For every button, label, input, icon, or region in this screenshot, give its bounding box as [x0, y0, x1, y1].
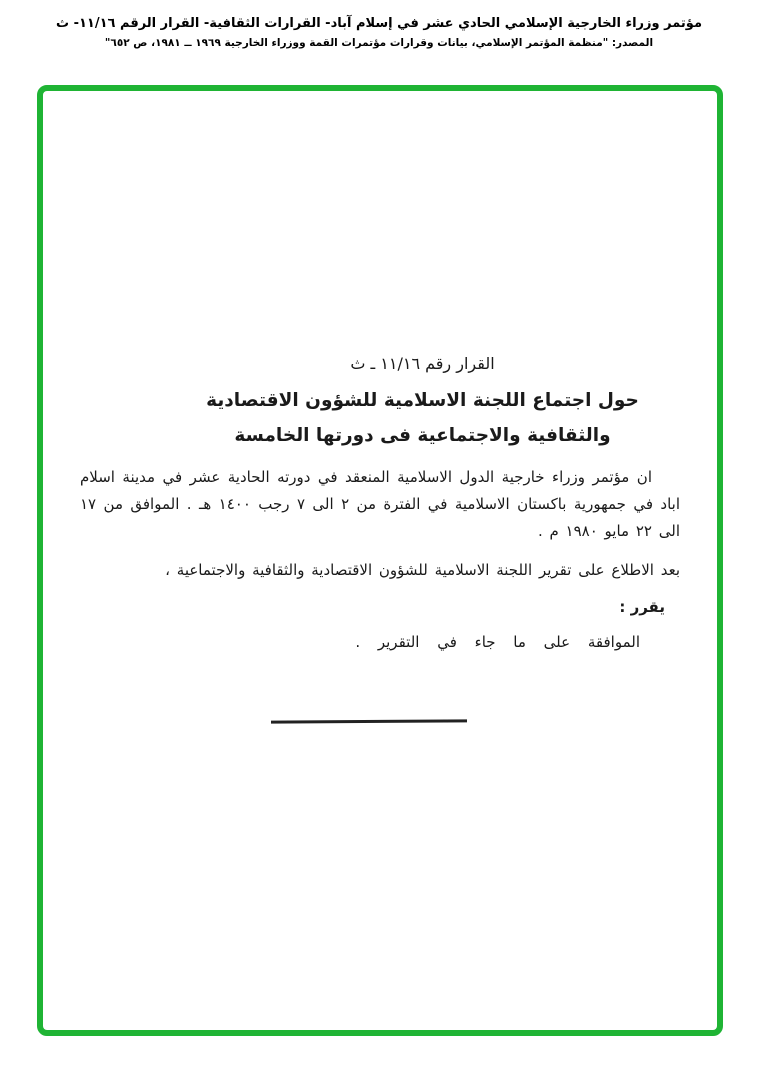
preamble-paragraph: ان مؤتمر وزراء خارجية الدول الاسلامية المنعقد في دورته الحادية عشر في مدينة اسلام اباد في جمهورية باكستان الاسلامية في الفترة من ٢ الى ٧ رجب ١٤٠٠ هـ . الموافق من ١٧ الى ٢٢ مايو ١٩٨٠ م . — [80, 468, 680, 540]
decision-number-line: القرار رقم ١١/١٦ ـ ث — [350, 354, 495, 373]
document-title-line1: حول اجتماع اللجنة الاسلامية للشؤون الاقتصادية — [206, 390, 639, 411]
document-title-line2: والثقافية والاجتماعية فى دورتها الخامسة — [234, 425, 611, 446]
document-heading-block — [80, 353, 680, 450]
page-header — [0, 0, 758, 49]
resolution-text: الموافقة على ما جاء في التقرير . — [355, 633, 640, 651]
document-content — [43, 353, 717, 723]
document-frame — [37, 85, 723, 1036]
end-divider-line — [271, 719, 467, 723]
header-title: مؤتمر وزراء الخارجية الإسلامي الحادي عشر في إسلام آباد- القرارات الثقافية- القرار الرقم ١١/١٦- ث — [55, 16, 703, 31]
decides-label: يقرر : — [619, 598, 665, 616]
header-source-citation: المصدر: "منظمة المؤتمر الإسلامي، بيانات وقرارات مؤتمرات القمة ووزراء الخارجية ١٩٦٩ ــ ١٩٨١، ص ٦٥٢" — [104, 37, 654, 49]
report-review-clause: بعد الاطلاع على تقرير اللجنة الاسلامية للشؤون الاقتصادية والثقافية والاجتماعية ، — [165, 561, 680, 579]
